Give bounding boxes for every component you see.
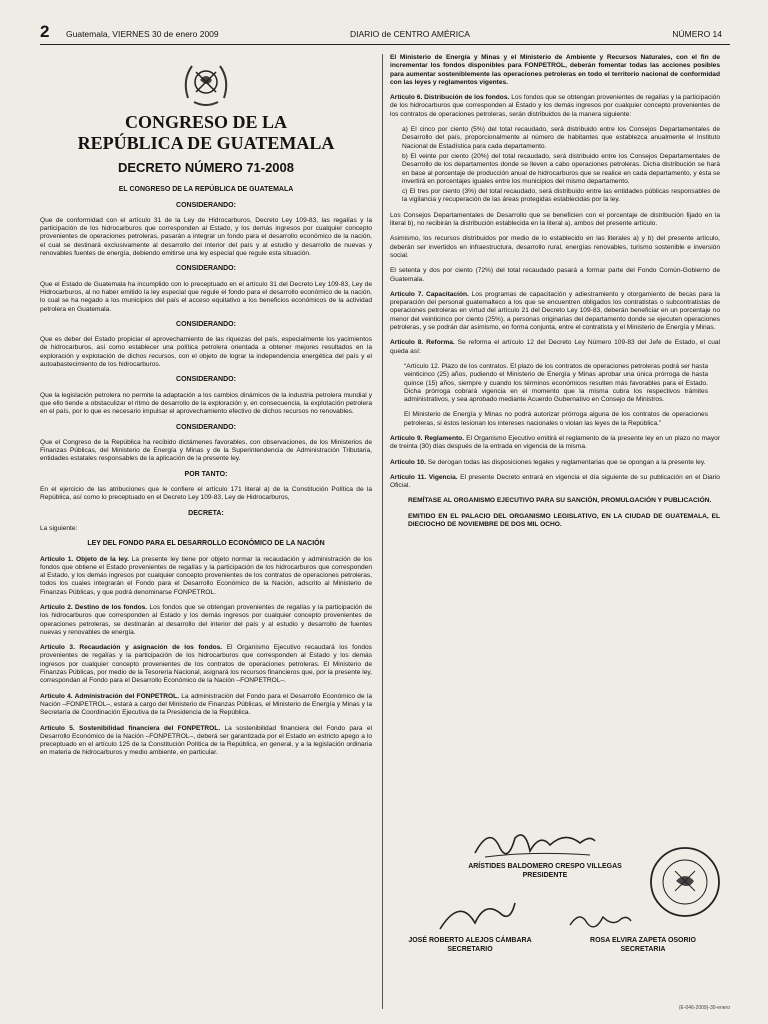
article-paragraph xyxy=(40,725,372,758)
paragraph: Los Consejos Departamentales de Desarrollo que se beneficien con el porcentaje de distribución fijado en la literal b), no recibirán la distribución establecida en la literal a), ambos del presente artículo. xyxy=(390,211,720,228)
considerando-text: Que es deber del Estado propiciar el aprovechamiento de las riquezas del país, especialmente los yacimientos de hidrocarburos, así como establecer una política petrolera orientada a obtener mejores resultados en la exploración y explotación de dichos recursos, con el objeto de lograr la independencia energética del país y el autoabastecimiento de los hidrocarburos. xyxy=(40,336,372,369)
intro-paragraph: El Ministerio de Energía y Minas y el Ministerio de Ambiente y Recursos Naturales, con el fin de incrementar los fondos disponibles para FONPETROL, deberán fomentar todas las acciones posibles para aumentar sosteniblemente las operaciones petroleras en todo el territorio nacional de conformidad con las leyes y reglamentos vigentes. xyxy=(390,54,720,86)
article-paragraph xyxy=(390,474,720,491)
page-number: 2 xyxy=(40,22,50,41)
law-title: LEY DEL FONDO PARA EL DESARROLLO ECONÓMICO DE LA NACIÓN xyxy=(87,540,325,548)
considerando-text: Que de conformidad con el artículo 31 de la Ley de Hidrocarburos, Decreto Ley 109-83, las regalías y la participación de los hidrocarburos que corresponden al Estado, y los demás ingresos por cualquier concepto provenientes de operaciones petroleras, pasarán a integrar un fondo para el desarrollo económico de la nación, el cual se destinará exclusivamente al desarrollo del interior del país y al estudio y desarrollo de nuevas y renovables fuentes de energía, debiendo emitirse una ley especial que regule esta situación. xyxy=(40,216,372,258)
article-text: Los fondos que se obtengan provenientes de regalías y la participación de los hidrocarburos que corresponden al Estado y los demás ingresos por cualquier concepto provenientes de operaciones petroleras, se destinarán al desarrollo del interior del país y al estudio y desarrollo de fuentes nuevas y renovables de energía. xyxy=(40,603,372,636)
article-paragraph xyxy=(390,339,720,356)
list-item: a) El cinco por ciento (5%) del total recaudado, será distribuido entre los Consejos Departamentales de Desarrollo del país, proporcionalmente al número de habitantes que establezca anualmente el Instituto Nacional de Estadística para cada departamento. xyxy=(402,126,720,150)
secretary-title: SECRETARIO xyxy=(447,945,493,953)
congress-stamp-icon xyxy=(648,845,722,919)
distribution-list xyxy=(402,126,720,205)
list-item: c) El tres por ciento (3%) del total recaudado, será distribuido entre las entidades públicas responsables de la vigilancia y recuperación de las áreas protegidas establecidas por la ley. xyxy=(402,188,720,204)
considerando-heading: CONSIDERANDO: xyxy=(176,201,236,209)
coat-of-arms-icon xyxy=(180,58,232,108)
right-column xyxy=(390,54,720,536)
considerando-heading: CONSIDERANDO: xyxy=(176,265,236,273)
el-congreso-heading: EL CONGRESO DE LA REPÚBLICA DE GUATEMALA xyxy=(118,186,294,194)
article-text: Se reforma el artículo 12 del Decreto Ley Número 109-83 del Jefe de Estado, el cual queda así: xyxy=(390,339,720,355)
article-text: Los fondos que se obtengan provenientes de regalías y la participación de los hidrocarburos que corresponden al Estado y los demás ingresos por cualquier concepto provenientes de los contratos de operaciones petroleras, serán distribuidos de la manera siguiente: xyxy=(390,94,720,118)
president-signatory xyxy=(450,863,640,880)
paragraph: Asimismo, los recursos distribuidos por medio de lo establecido en las literales a) y b) del presente artículo, deberán ser invertidos en infraestructura, desarrollo rural, energías renovables, turismo sostenible e inversión social. xyxy=(390,235,720,259)
congress-title xyxy=(40,112,372,154)
considerando-text: Que el Estado de Guatemala ha incumplido con lo preceptuado en el artículo 31 del Decreto Ley 109-83, Ley de Hidrocarburos, al no haber emitido la ley especial que regule el fondo para el desarrollo económico de la nación, lo cual se ha negado a los municipios del país el acceso equitativo a los beneficios económicos de la actividad petrolera en Guatemala. xyxy=(40,280,372,313)
reform-quote: El Ministerio de Energía y Minas no podrá autorizar prórroga alguna de los contratos de operaciones petroleras, si éstos lesionan los intereses nacionales o violan las leyes de la República.” xyxy=(404,411,708,427)
newspaper-name: DIARIO de CENTRO AMÉRICA xyxy=(350,29,470,39)
article-heading: Artículo 4. Administración del FONPETROL. xyxy=(40,692,180,700)
secretary-name: JOSÉ ROBERTO ALEJOS CÁMBARA xyxy=(408,937,532,944)
decreta-heading: DECRETA: xyxy=(188,509,224,517)
signature-block xyxy=(390,815,730,1015)
article-paragraph xyxy=(40,604,372,637)
issue-number: NÚMERO 14 xyxy=(672,29,722,39)
article-text: Se derogan todas las disposiciones legales y reglamentarias que se opongan a la presente ley. xyxy=(427,458,706,466)
list-item: b) El veinte por ciento (20%) del total recaudado, será distribuido entre los Consejos Departamentales de Desarrollo de los departamentos donde se lleven a cabo operaciones petroleras. Dicha distribución se hará en base al porcentaje de producción anual de hidrocarburos que se realice en cada departamento, y ésta se invertirá en porcentajes iguales entre los municipios del mismo departamento. xyxy=(402,152,720,185)
article-text: La administración del Fondo para el Desarrollo Económico de la Nación –FONPETROL–, estará a cargo del Ministerio de Finanzas Públicas, el Ministerio de Energía y Minas y la Secretaría de Coordinación Ejecutiva de la Presidencia de la República. xyxy=(40,692,372,717)
secretaria-name: ROSA ELVIRA ZAPETA OSORIO xyxy=(590,937,696,944)
article-paragraph xyxy=(390,291,720,332)
secretary-signature-icon xyxy=(430,893,520,933)
president-signature-icon xyxy=(470,823,600,863)
date-line: Guatemala, VIERNES 30 de enero 2009 xyxy=(66,29,219,39)
article-paragraph xyxy=(40,556,372,597)
article-heading: Artículo 9. Reglamento. xyxy=(390,434,465,442)
la-siguiente-text: La siguiente: xyxy=(40,524,78,532)
president-title: PRESIDENTE xyxy=(522,871,568,879)
congress-title-line1: CONGRESO DE LA xyxy=(124,112,288,132)
article-paragraph xyxy=(390,459,720,467)
considerando-heading: CONSIDERANDO: xyxy=(176,423,236,431)
article-text: La sostenibilidad financiera del Fondo para el Desarrollo Económico de la Nación –FONPETROL–, deberá ser garantizada por el Estado en estricto apego a lo preceptuado en el artículo 125 de la Constitución Política de la República, en general, y a la legislación ordinaria en materia de hidrocarburos y medio ambiente, en particular. xyxy=(40,724,372,757)
article-heading: Artículo 2. Destino de los fondos. xyxy=(40,603,148,611)
article-text: El Organismo Ejecutivo emitirá el reglamento de la presente ley en un plazo no mayor de treinta (30) días después de la entrada en vigencia de la misma. xyxy=(390,434,720,451)
article-paragraph xyxy=(390,94,720,119)
considerando-heading: CONSIDERANDO: xyxy=(176,320,236,328)
paragraph: El setenta y dos por ciento (72%) del total recaudado pasará a formar parte del Fondo Común-Gobierno de Guatemala. xyxy=(390,267,720,283)
secretaria-signatory xyxy=(558,937,728,954)
article-text: El Organismo Ejecutivo recaudará los fondos provenientes de regalías y la participación de los hidrocarburos que corresponden al Estado y los demás ingresos por cualquier concepto provenientes de los contratos de operaciones petroleras. El Ministerio de Finanzas Públicas, por medio de la Tesorería Nacional, asignará los recursos financieros que, por la presente ley, correspondan al Fondo para el Desarrollo Económico de la Nación –FONPETROL–. xyxy=(40,644,372,685)
considerando-text: Que la legislación petrolera no permite la adaptación a los cambios dinámicos de la industria petrolera mundial y que ello tiende a obstaculizar el ritmo de desarrollo de la exploración y, en consecuencia, la explotación petrolera en el país, por lo que es necesario impulsar el aprovechamiento efectivo de dichos recursos no renovables. xyxy=(40,391,372,416)
secretaria-title: SECRETARIA xyxy=(620,945,666,953)
article-heading: Artículo 5. Sostenibilidad financiera del FONPETROL. xyxy=(40,724,221,732)
secretaria-signature-icon xyxy=(565,905,635,935)
considerando-text: Que el Congreso de la República ha recibido dictámenes favorables, con observaciones, de los Ministerios de Finanzas Públicas, del Ministerio de Energía y Minas y de la Superintendencia de Administración Tributaria, entidades estatales responsables de la aplicación de la presente ley. xyxy=(40,438,372,463)
decree-title: DECRETO NÚMERO 71-2008 xyxy=(117,160,295,175)
article-heading: Artículo 6. Distribución de los fondos. xyxy=(390,94,510,102)
article-heading: Artículo 11. Vigencia. xyxy=(390,473,458,481)
article-heading: Artículo 3. Recaudación y asignación de los fondos. xyxy=(40,644,223,652)
footer-code: (E-046-2009)-30-enero xyxy=(678,1005,730,1011)
article-heading: Artículo 8. Reforma. xyxy=(390,339,455,347)
president-name: ARÍSTIDES BALDOMERO CRESPO VILLEGAS xyxy=(468,863,622,870)
article-heading: Artículo 10. xyxy=(390,458,426,466)
remitase-statement: REMÍTASE AL ORGANISMO EJECUTIVO PARA SU SANCIÓN, PROMULGACIÓN Y PUBLICACIÓN. xyxy=(408,497,712,505)
article-text: La presente ley tiene por objeto normar la recaudación y administración de los fondos que obtiene el Estado provenientes de regalías y la participación de los hidrocarburos que corresponden al Estado, y los demás ingresos por cualquier concepto provenientes de los contratos de operaciones petroleras, todos los cuales integrarán el Fondo para el Desarrollo Económico de la Nación, adscrito al Ministerio de Finanzas Públicas, y que podrá denominarse FONPETROL. xyxy=(40,555,372,596)
article-paragraph xyxy=(390,435,720,452)
page-header xyxy=(40,24,730,45)
congress-title-line2: REPÚBLICA DE GUATEMALA xyxy=(77,133,335,153)
emitido-statement: EMITIDO EN EL PALACIO DEL ORGANISMO LEGISLATIVO, EN LA CIUDAD DE GUATEMALA, EL DIECIOCHO DE NOVIEMBRE DE DOS MIL OCHO. xyxy=(408,512,720,529)
por-tanto-heading: POR TANTO: xyxy=(184,470,228,478)
article-paragraph xyxy=(40,644,372,685)
article-text: Los programas de capacitación y adiestramiento y otorgamiento de becas para la preparación del personal guatemalteco a los que se encuentren obligados los contratistas o subcontratistas de operaciones petroleras en virtud del artículo 21 del Decreto Ley 109-83, deberán beneficiar en un porcentaje no menor del veinticinco por ciento (25%), a personas originarias del departamento donde se ejecuten operaciones petroleras, y se podrán dar asimismo, en forma conjunta, entre el contratista y el Ministerio de Energía y Minas. xyxy=(390,290,720,332)
reform-quote: “Artículo 12. Plazo de los contratos. El plazo de los contratos de operaciones petroleras podrá ser hasta veinticinco (25) años, pudiendo el Ministerio de Energía y Minas aprobar una única prórroga de hasta quince (15) años, siempre y cuando los términos económicos resulten más favorables para el Estado. Dicha prórroga cobrará vigencia en el momento que la misma cubra los respectivos trámites administrativos, y sea aprobado mediante Acuerdo Gubernativo en Consejo de Ministros. xyxy=(404,362,708,404)
article-heading: Artículo 7. Capacitación. xyxy=(390,290,469,298)
por-tanto-text: En el ejercicio de las atribuciones que le confiere el artículo 171 literal a) de la Constitución Política de la República, así como lo preceptuado en el Decreto Ley 109-83, Ley de Hidrocarburos, xyxy=(40,486,372,502)
left-column xyxy=(40,54,372,765)
article-heading: Artículo 1. Objeto de la ley. xyxy=(40,555,129,563)
column-divider xyxy=(382,54,383,1009)
article-text: El presente Decreto entrará en vigencia el día siguiente de su publicación en el Diario Oficial. xyxy=(390,473,720,490)
article-paragraph xyxy=(40,693,372,718)
considerando-heading: CONSIDERANDO: xyxy=(176,376,236,384)
secretary-signatory xyxy=(390,937,550,954)
